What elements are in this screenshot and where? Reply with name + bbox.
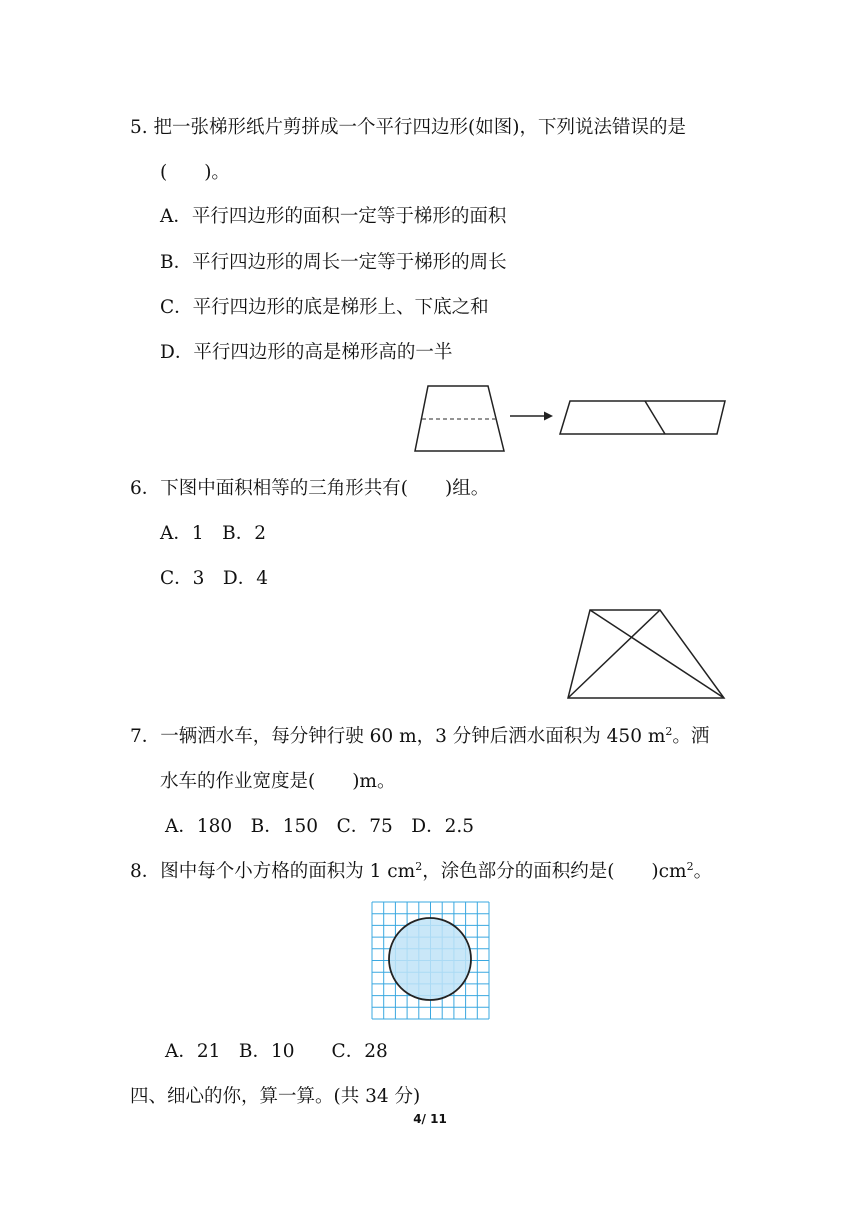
q6-options-line1: A．1 B．2 [160,523,266,544]
grid-circle-figure [370,900,492,1020]
diagonal-2 [568,610,660,698]
q5-option-b: B．平行四边形的周长一定等于梯形的周长 [160,252,507,273]
page-number: 4/ 11 [413,1112,447,1126]
q5-option-d: D．平行四边形的高是梯形高的一半 [160,342,453,363]
parallelogram-cut-line [645,401,665,434]
trapezoid-triangles-figure [560,605,730,705]
q7-stem-line1: 7．一辆洒水车，每分钟行驶 60 m，3 分钟后洒水面积为 450 $m^2$。洒 [130,725,710,747]
q8-stem: 8．图中每个小方格的面积为 1 $cm^2$，涂色部分的面积约是( )$cm^2$。 [130,860,713,882]
q6-options-line2: C．3 D．4 [160,568,269,589]
trapezoid-to-parallelogram-figure [410,380,730,460]
q5-stem-line2: ( )。 [160,162,230,183]
section-4-title: 四、细心的你，算一算。(共 34 分) [130,1086,421,1107]
diagonal-1 [590,610,724,698]
q5-option-c: C．平行四边形的底是梯形上、下底之和 [160,297,489,318]
arrow-head [544,412,553,421]
parallelogram-shape [560,401,725,434]
shaded-circle [389,918,471,1000]
q5-option-a: A．平行四边形的面积一定等于梯形的面积 [160,206,507,227]
q5-stem-line1: 5. 把一张梯形纸片剪拼成一个平行四边形(如图)，下列说法错误的是 [130,117,686,138]
q6-stem: 6．下图中面积相等的三角形共有( )组。 [130,478,490,499]
q7-stem-line2: 水车的作业宽度是( )m。 [160,771,396,792]
q8-options: A．21 B．10 C．28 [165,1041,388,1062]
q7-options: A．180 B．150 C．75 D．2.5 [165,816,475,837]
